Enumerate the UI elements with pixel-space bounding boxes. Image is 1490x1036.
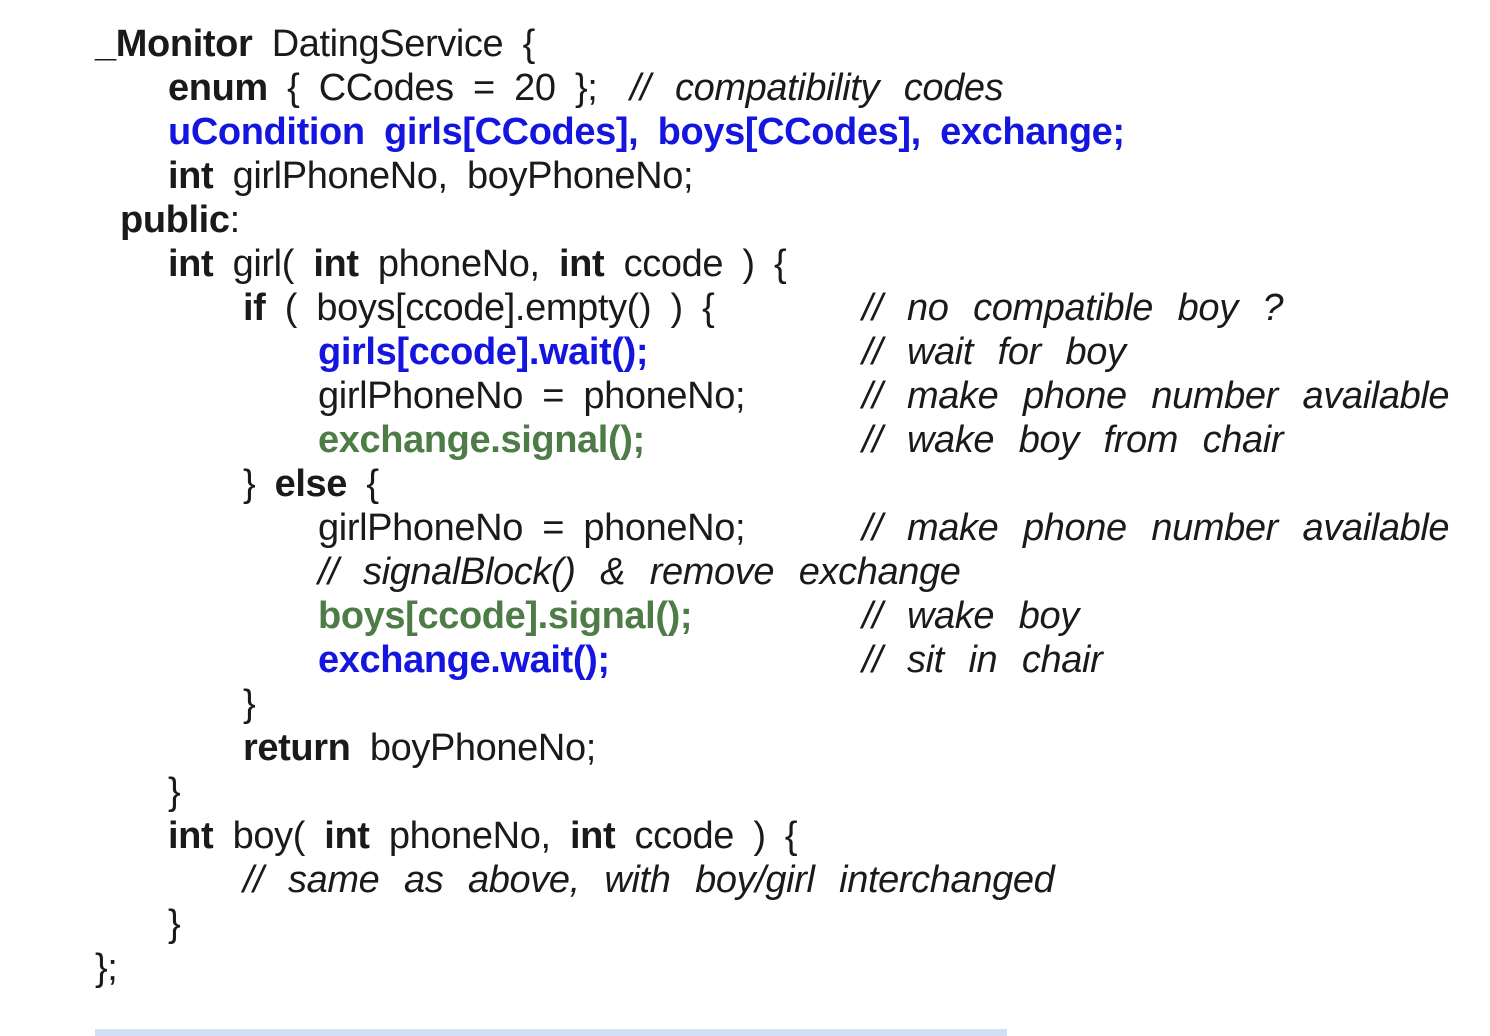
code-text: } xyxy=(243,463,275,505)
code-line xyxy=(0,550,1490,594)
code-line xyxy=(0,814,1490,858)
code-text: phoneNo, xyxy=(369,815,570,857)
code-line xyxy=(0,418,1490,462)
code-line xyxy=(0,858,1490,902)
code-line xyxy=(0,22,1490,66)
code-text: ccode ) { xyxy=(604,243,787,285)
code-text: } xyxy=(168,903,181,945)
signal-call-green: exchange.signal(); xyxy=(318,419,645,461)
comment-text: // make phone number available xyxy=(862,507,1450,549)
comment-text: // compatibility codes xyxy=(630,67,1004,109)
code-line xyxy=(0,594,1490,638)
code-text: DatingService { xyxy=(252,23,535,65)
code-text: girlPhoneNo = phoneNo; xyxy=(318,375,746,417)
keyword-text: return xyxy=(243,727,351,769)
code-text: { CCodes = 20 }; xyxy=(267,67,598,109)
comment-text: // wake boy from chair xyxy=(862,419,1284,461)
comment-text: // wake boy xyxy=(862,595,1079,637)
code-line xyxy=(0,198,1490,242)
keyword-text: _Monitor xyxy=(95,23,253,65)
keyword-text: if xyxy=(243,287,266,329)
keyword-text: int xyxy=(168,243,214,285)
code-text: boy( xyxy=(213,815,325,857)
code-text: }; xyxy=(95,947,118,989)
keyword-text: int xyxy=(313,243,359,285)
keyword-text: int xyxy=(168,815,214,857)
code-line xyxy=(0,154,1490,198)
keyword-text: enum xyxy=(168,67,268,109)
keyword-text: int xyxy=(558,243,605,285)
code-text: ccode ) { xyxy=(615,815,798,857)
code-line xyxy=(0,506,1490,550)
code-line xyxy=(0,330,1490,374)
keyword-text: int xyxy=(168,155,214,197)
code-line xyxy=(0,946,1490,990)
code-text: } xyxy=(243,683,256,725)
code-line xyxy=(0,726,1490,770)
code-line xyxy=(0,110,1490,154)
code-line xyxy=(0,374,1490,418)
code-line xyxy=(0,770,1490,814)
keyword-text: else xyxy=(274,463,348,505)
keyword-text: public xyxy=(120,199,230,241)
comment-text: // same as above, with boy/girl interchanged xyxy=(243,859,1055,901)
code-text: ( boys[ccode].empty() ) { xyxy=(265,287,715,329)
condition-call-blue: exchange.wait(); xyxy=(318,639,610,681)
code-text: : xyxy=(229,199,240,241)
code-text: { xyxy=(347,463,379,505)
comment-text: // make phone number available xyxy=(862,375,1450,417)
condition-call-blue: uCondition girls[CCodes], boys[CCodes], exchange; xyxy=(168,111,1125,153)
comment-text: // signalBlock() & remove exchange xyxy=(318,551,961,593)
condition-call-blue: girls[ccode].wait(); xyxy=(318,331,649,373)
code-text: girlPhoneNo, boyPhoneNo; xyxy=(213,155,694,197)
code-line xyxy=(0,638,1490,682)
comment-text: // sit in chair xyxy=(862,639,1103,681)
comment-text: // wait for boy xyxy=(862,331,1126,373)
code-line xyxy=(0,462,1490,506)
code-line xyxy=(0,902,1490,946)
code-line xyxy=(0,242,1490,286)
code-line xyxy=(0,286,1490,330)
code-text: girl( xyxy=(213,243,314,285)
code-text: girlPhoneNo = phoneNo; xyxy=(318,507,746,549)
comment-text: // no compatible boy ? xyxy=(862,287,1284,329)
code-text: boyPhoneNo; xyxy=(350,727,596,769)
keyword-text: int xyxy=(324,815,370,857)
bottom-highlight-bar xyxy=(95,1029,1007,1036)
code-listing xyxy=(0,22,1490,990)
signal-call-green: boys[ccode].signal(); xyxy=(318,595,693,637)
keyword-text: int xyxy=(569,815,616,857)
code-line xyxy=(0,682,1490,726)
code-text: } xyxy=(168,771,181,813)
code-text: phoneNo, xyxy=(358,243,559,285)
code-line xyxy=(0,66,1490,110)
